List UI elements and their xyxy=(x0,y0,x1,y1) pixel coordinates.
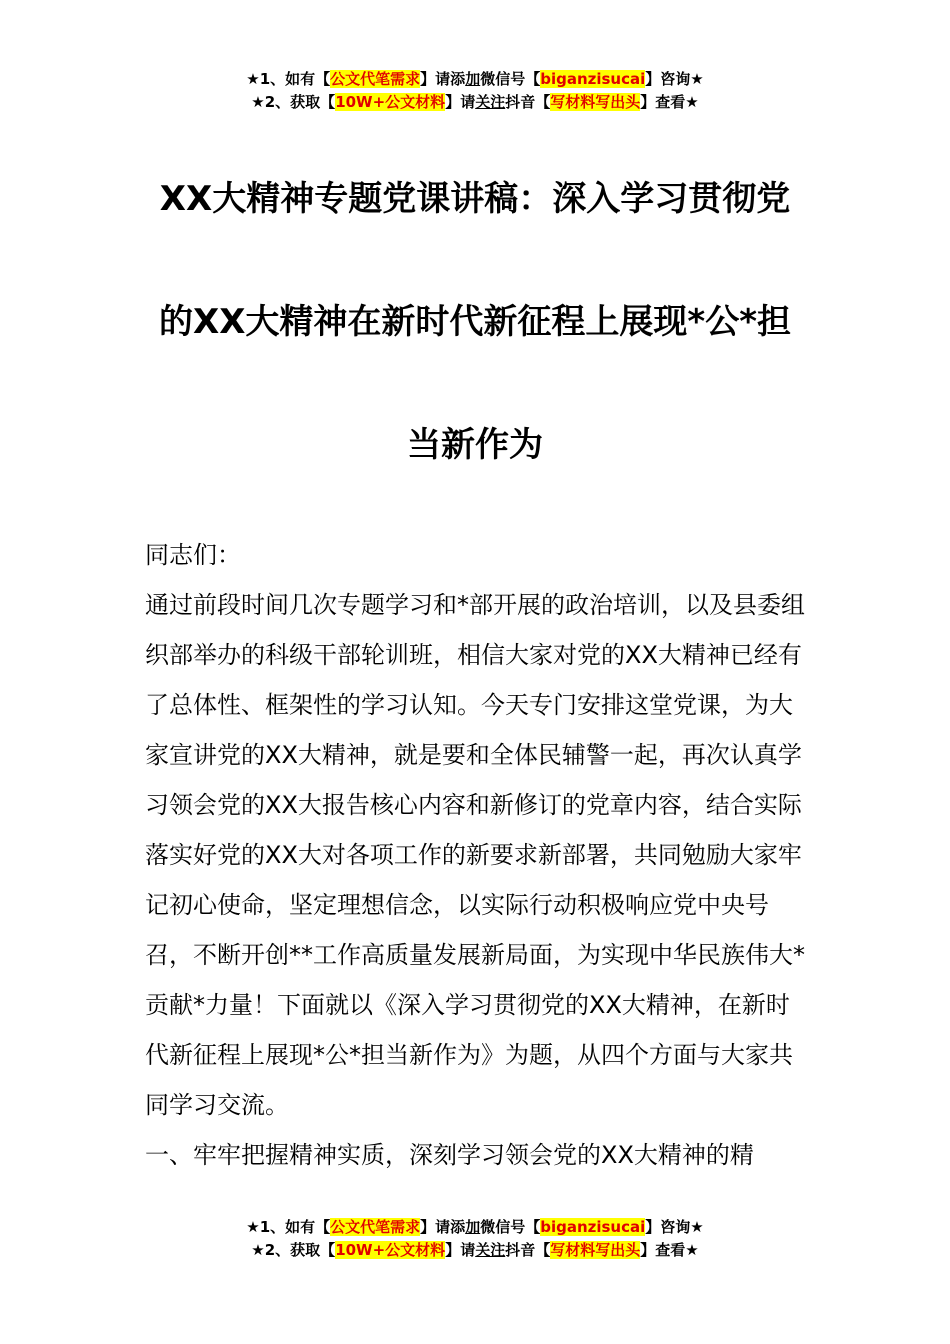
highlight-materials: 10W+公文材料 xyxy=(335,1241,446,1259)
highlight-wechat-id: biganzisucai xyxy=(540,70,646,88)
section-heading: 一、牢牢把握精神实质，深刻学习领会党的XX大精神的精 xyxy=(145,1141,754,1169)
highlight-service: 公文代笔需求 xyxy=(330,70,421,88)
footer-banner xyxy=(0,1216,950,1262)
banner-line-1: ★1、如有【公文代笔需求】请添加微信号【biganzisucai】咨询★ xyxy=(246,70,704,88)
header-banner xyxy=(0,68,950,114)
banner-line-1: ★1、如有【公文代笔需求】请添加微信号【biganzisucai】咨询★ xyxy=(246,1218,704,1236)
document-title: XX大精神专题党课讲稿：深入学习贯彻党的XX大精神在新时代新征程上展现*公*担当新作为 xyxy=(159,179,791,465)
document-body xyxy=(145,530,807,1180)
highlight-douyin: 写材料写出头 xyxy=(550,1241,641,1259)
banner-line-2: ★2、获取【10W+公文材料】请关注抖音【写材料写出头】查看★ xyxy=(251,1241,699,1259)
paragraph: 通过前段时间几次专题学习和*部开展的政治培训，以及县委组织部举办的科级干部轮训班，相信大家对党的XX大精神已经有了总体性、框架性的学习认知。今天专门安排这堂党课，为大家宣讲党的XX大精神，就是要和全体民辅警一起，再次认真学习领会党的XX大报告核心内容和新修订的党章内容，结合实际落实好党的XX大对各项工作的新要求新部署，共同勉励大家牢记初心使命，坚定理想信念，以实际行动积极响应党中央号召，不断开创**工作高质量发展新局面，为实现中华民族伟大*贡献*力量！下面就以《深入学习贯彻党的XX大精神，在新时代新征程上展现*公*担当新作为》为题，从四个方面与大家共同学习交流。 xyxy=(145,591,805,1119)
highlight-wechat-id: biganzisucai xyxy=(540,1218,646,1236)
highlight-service: 公文代笔需求 xyxy=(330,1218,421,1236)
highlight-douyin: 写材料写出头 xyxy=(550,93,641,111)
highlight-materials: 10W+公文材料 xyxy=(335,93,446,111)
banner-line-2: ★2、获取【10W+公文材料】请关注抖音【写材料写出头】查看★ xyxy=(251,93,699,111)
salutation: 同志们： xyxy=(145,541,241,569)
